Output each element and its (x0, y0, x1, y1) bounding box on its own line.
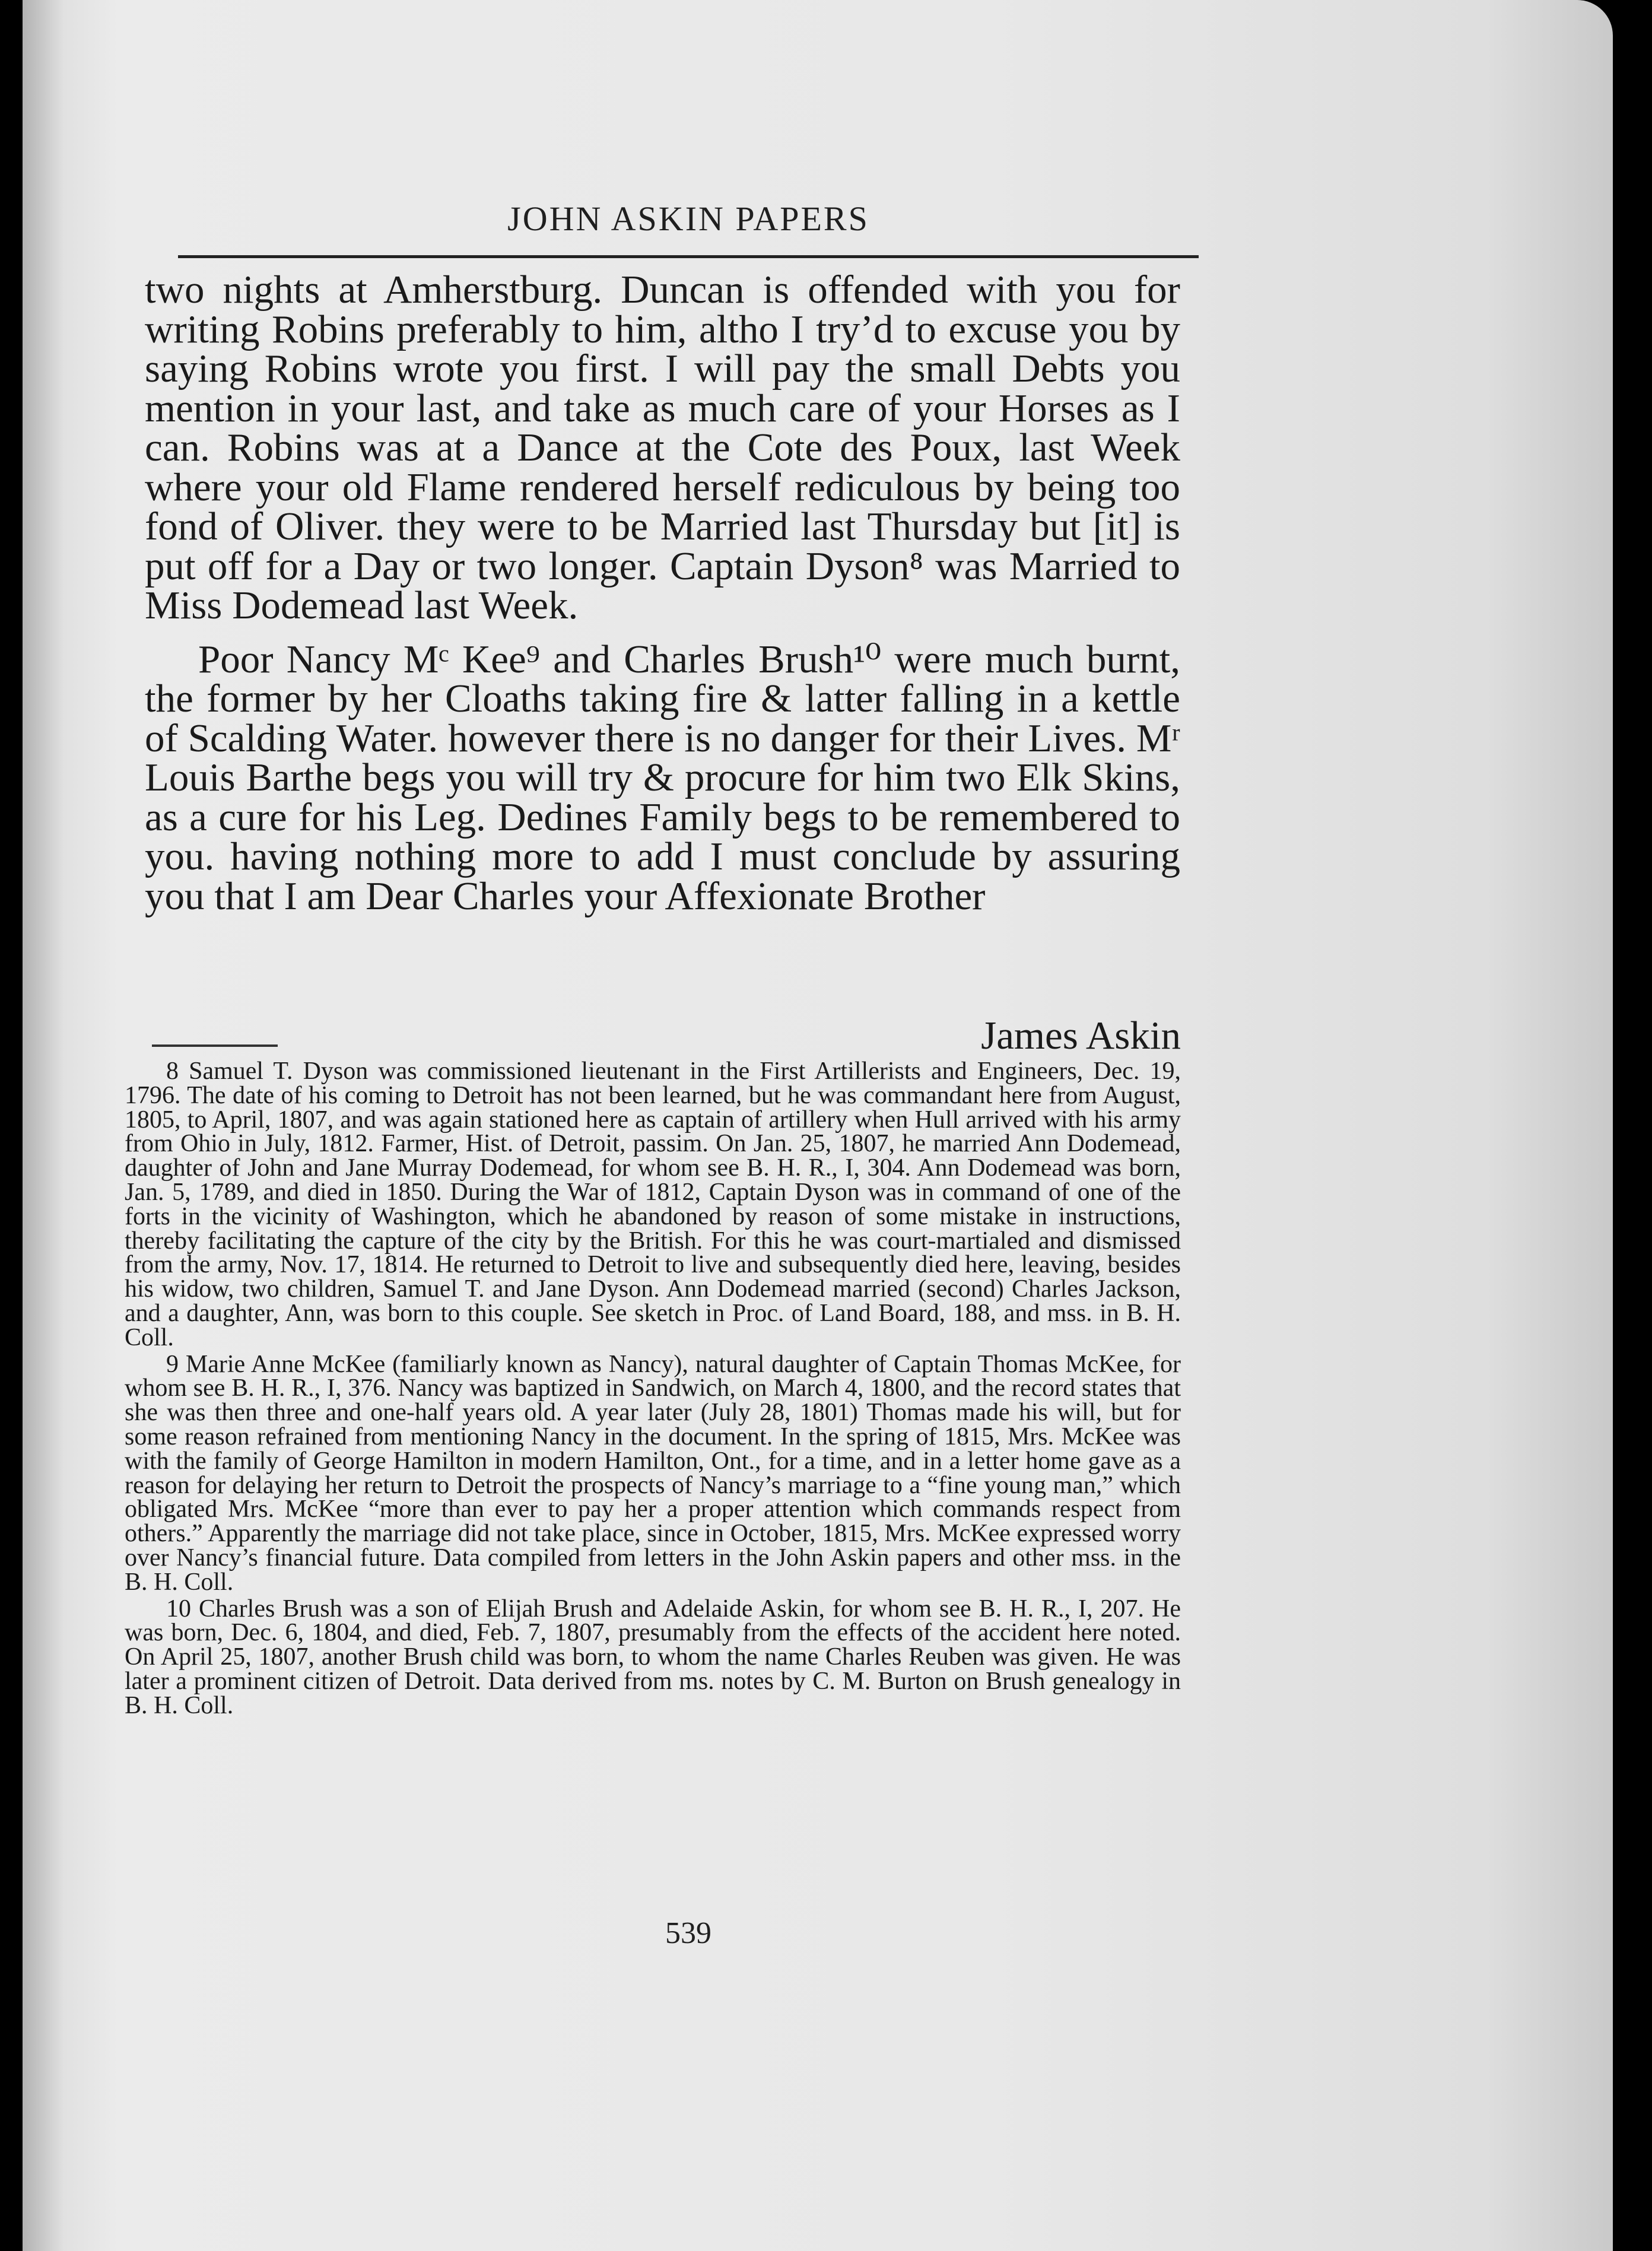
letter-signature: James Askin (981, 1014, 1181, 1058)
letter-body (145, 270, 1180, 916)
page-number: 539 (665, 1916, 711, 1950)
footnote-8: 8 Samuel T. Dyson was commissioned lieutenant in the First Artillerists and Engineers, Dec. 19, 1796. The date of his coming to Detroit has not been learned, but he was commandant here from August, 1805, to April, 1807, and was again stationed here as captain of artillery when Hull arrived with his army from Ohio in July, 1812. Farmer, Hist. of Detroit, passim. On Jan. 25, 1807, he married Ann Dodemead, daughter of John and Jane Murray Dodemead, for whom see B. H. R., I, 304. Ann Dodemead was born, Jan. 5, 1789, and died in 1850. During the War of 1812, Captain Dyson was in command of one of the forts in the vicinity of Washington, which he abandoned by reason of some mistake in instructions, thereby facilitating the capture of the city by the British. For this he was court-martialed and dismissed from the army, Nov. 17, 1814. He returned to Detroit to live and subsequently died here, leaving, besides his widow, two children, Samuel T. and Jane Dyson. Ann Dodemead married (second) Charles Jackson, and a daughter, Ann, was born to this couple. See sketch in Proc. of Land Board, 188, and mss. in B. H. Coll. (125, 1058, 1181, 1351)
letter-paragraph-1: two nights at Amherstburg. Duncan is offended with you for writing Robins preferably to him, altho I try’d to excuse you by saying Robins wrote you first. I will pay the small Debts you mention in your last, and take as much care of your Horses as I can. Robins was at a Dance at the Cote des Poux, last Week where your old Flame rendered herself rediculous by being too fond of Oliver. they were to be Married last Thursday but [it] is put off for a Day or two longer. Captain Dyson⁸ was Married to Miss Dodemead last Week. (145, 268, 1180, 627)
footnote-9: 9 Marie Anne McKee (familiarly known as Nancy), natural daughter of Captain Thomas McKee, for whom see B. H. R., I, 376. Nancy was baptized in Sandwich, on March 4, 1800, and the record states that she was then three and one-half years old. A year later (July 28, 1801) Thomas made his will, but for some reason refrained from mentioning Nancy in the document. In the spring of 1815, Mrs. McKee was with the family of George Hamilton in modern Hamilton, Ont., for a time, and in a letter home gave as a reason for delaying her return to Detroit the prospects of Nancy’s marriage to a “fine young man,” which obligated Mrs. McKee “more than ever to pay her a proper attention which commands respect from others.” Apparently the marriage did not take place, since in October, 1815, Mrs. McKee expressed worry over Nancy’s financial future. Data compiled from letters in the John Askin papers and other mss. in the B. H. Coll. (125, 1350, 1181, 1596)
footnote-10: 10 Charles Brush was a son of Elijah Brush and Adelaide Askin, for whom see B. H. R., I, 207. He was born, Dec. 6, 1804, and died, Feb. 7, 1807, presumably from the effects of the accident here noted. On April 25, 1807, another Brush child was born, to whom the name Charles Reuben was given. He was later a prominent citizen of Detroit. Data derived from ms. notes by C. M. Burton on Brush genealogy in B. H. Coll. (125, 1595, 1181, 1719)
footnote-rule (152, 1044, 278, 1047)
page-gutter-shadow (23, 0, 64, 2251)
running-head: JOHN ASKIN PAPERS (507, 199, 869, 238)
footnotes (125, 1059, 1181, 1718)
letter-paragraph-2: Poor Nancy Mᶜ Kee⁹ and Charles Brush¹⁰ were much burnt, the former by her Cloaths taking fire & latter falling in a kettle of Scalding Water. however there is no danger for their Lives. Mʳ Louis Barthe begs you will try & procure for him two Elk Skins, as a cure for his Leg. Dedines Family begs to be remembered to you. having nothing more to add I must conclude by assuring you that I am Dear Charles your Affexionate Brother (145, 637, 1180, 918)
book-page (23, 0, 1613, 2251)
header-rule (178, 255, 1199, 258)
